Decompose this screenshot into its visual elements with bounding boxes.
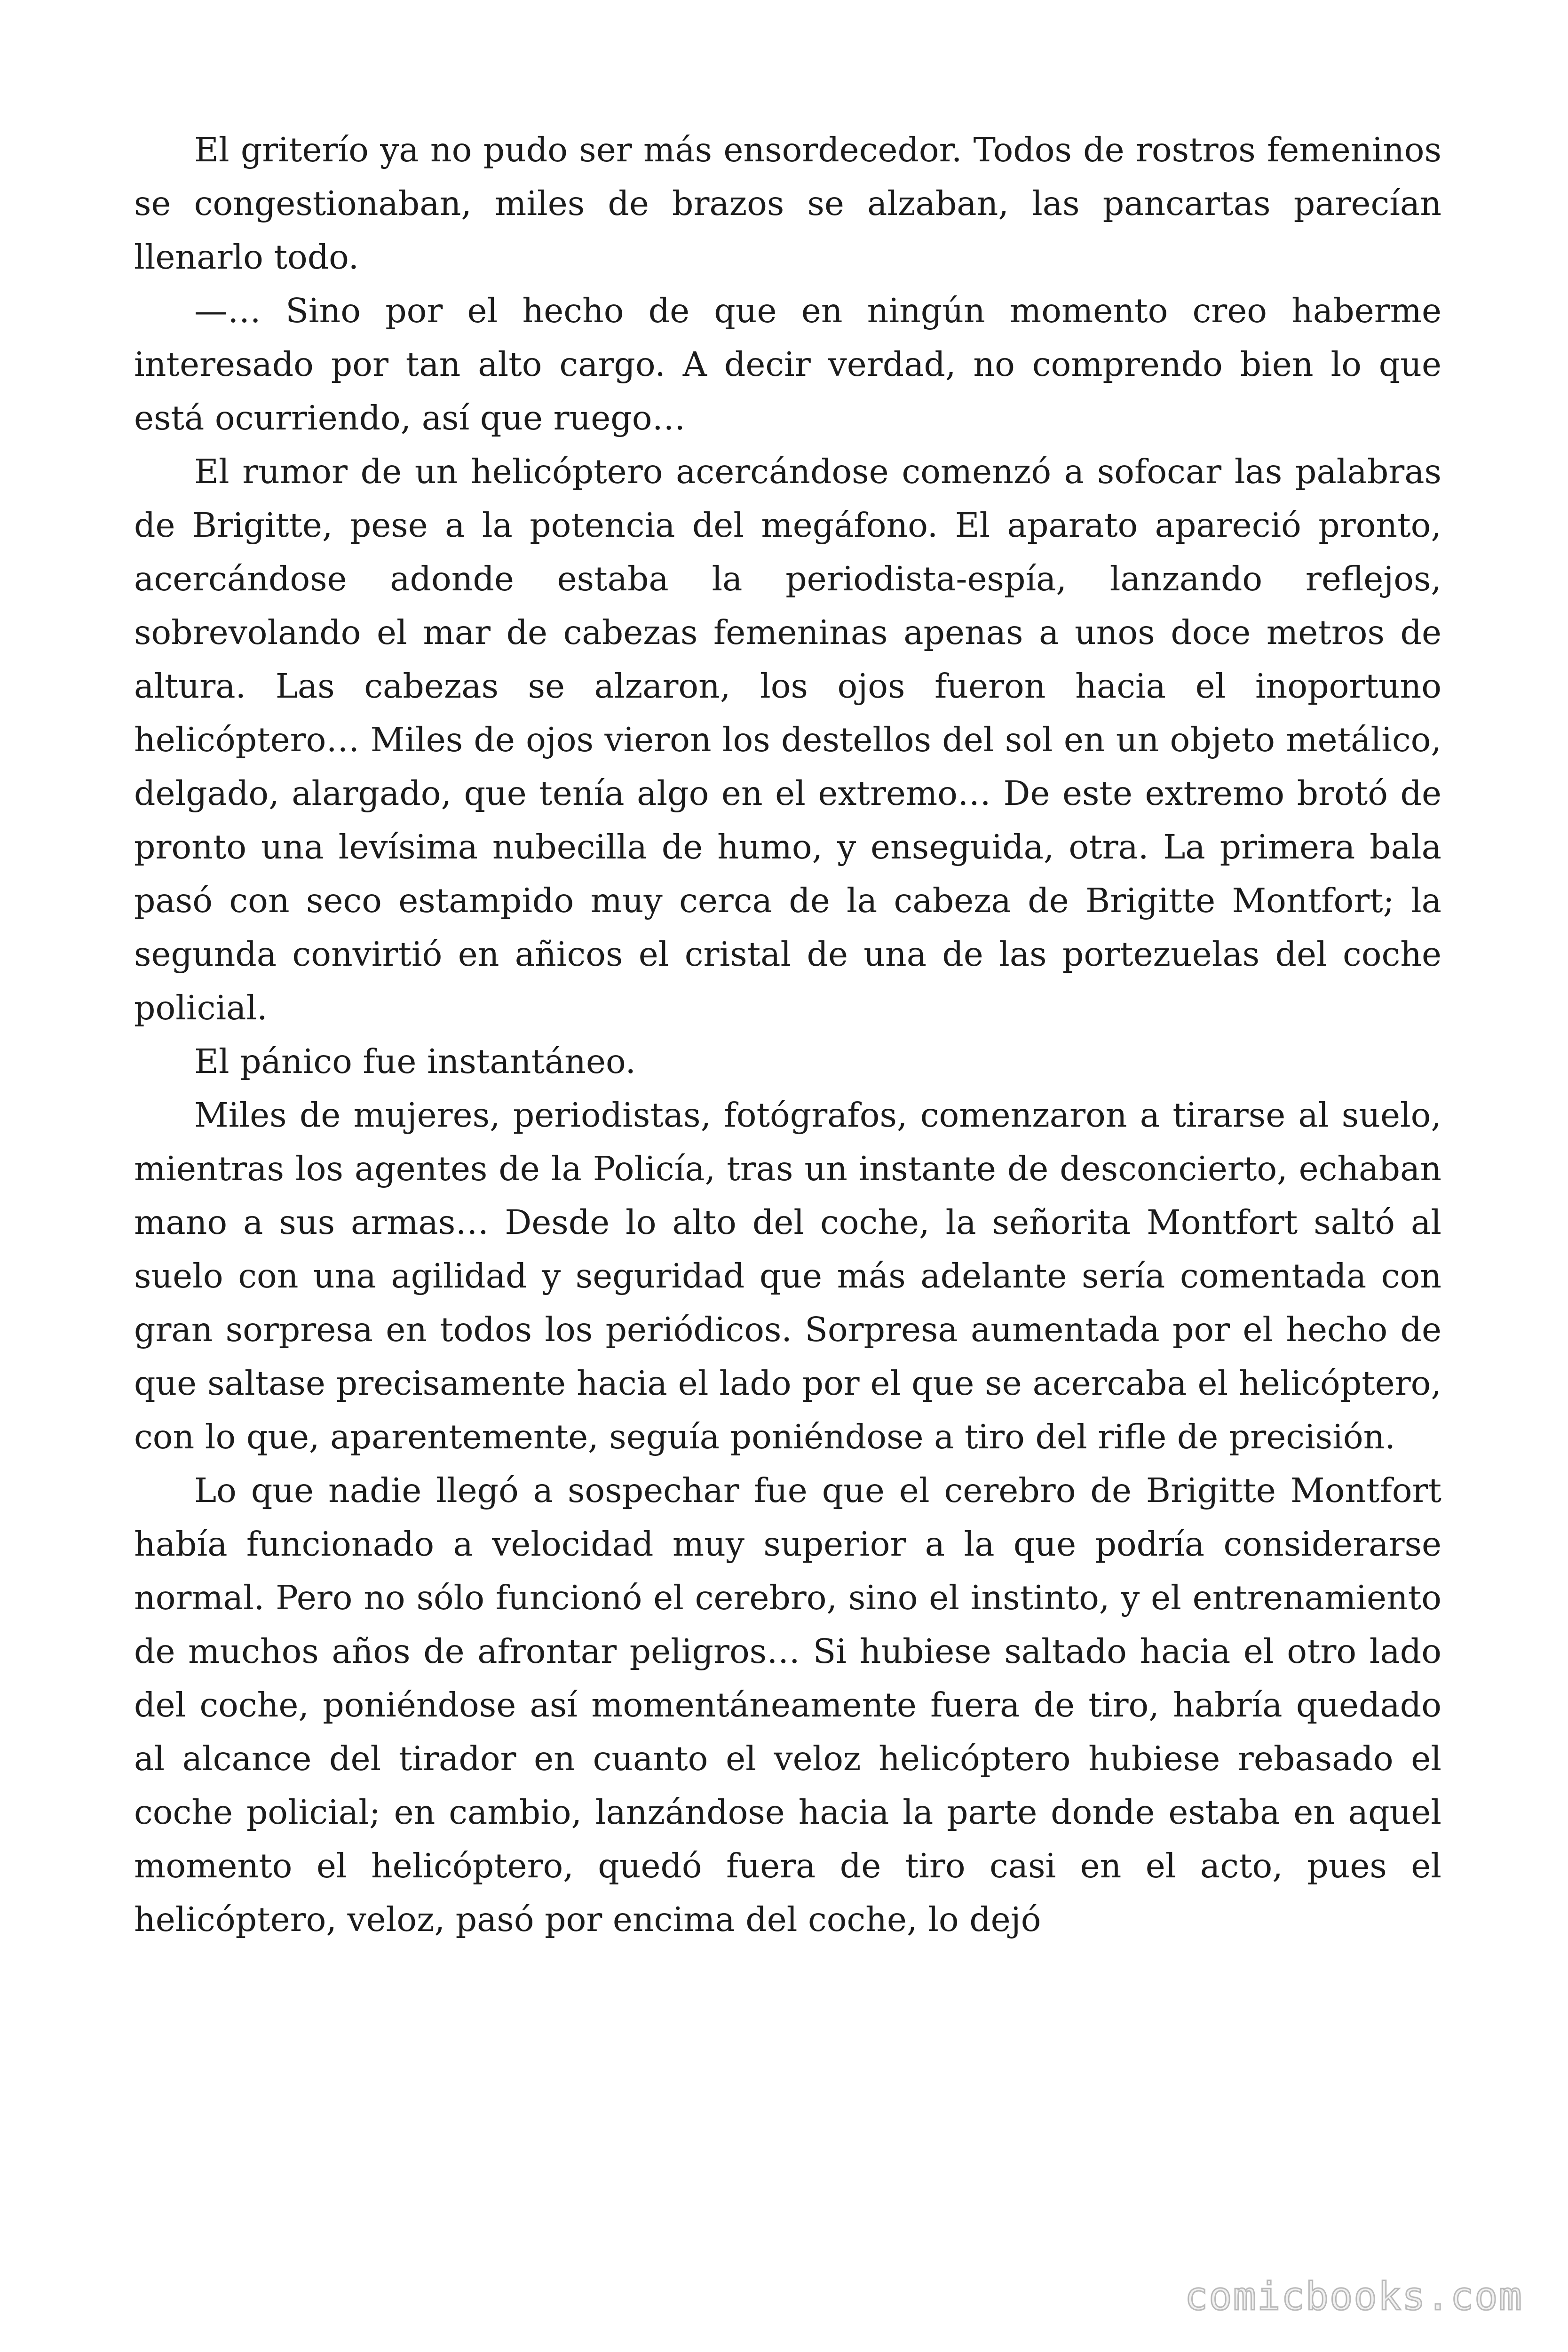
paragraph-3: El rumor de un helicóptero acercándose comenzó a sofocar las palabras de Brigitte, pese a la potencia del megáfono. El aparato apareció pronto, acercándose adonde estaba la periodista-espía, lanzando reflejos, sobrevolando el mar de cabezas femeninas apenas a unos doce metros de altura. Las cabezas se alzaron, los ojos fueron hacia el inoportuno helicóptero… Miles de ojos vieron los destellos del sol en un objeto metálico, delgado, alargado, que tenía algo en el extremo… De este extremo brotó de pronto una levísima nubecilla de humo, y enseguida, otra. La primera bala pasó con seco estampido muy cerca de la cabeza de Brigitte Montfort; la segunda convirtió en añicos el cristal de una de las portezuelas del coche policial. (134, 452, 1441, 1027)
paragraph-1: El griterío ya no pudo ser más ensordecedor. Todos de rostros femeninos se congestionaban, miles de brazos se alzaban, las pancartas parecían llenarlo todo. (134, 130, 1441, 277)
paragraph-6: Lo que nadie llegó a sospechar fue que el cerebro de Brigitte Montfort había funcionado a velocidad muy superior a la que podría considerarse normal. Pero no sólo funcionó el cerebro, sino el instinto, y el entrenamiento de muchos años de afrontar peligros… Si hubiese saltado hacia el otro lado del coche, poniéndose así momentáneamente fuera de tiro, habría quedado al alcance del tirador en cuanto el veloz helicóptero hubiese rebasado el coche policial; en cambio, lanzándose hacia la parte donde estaba en aquel momento el helicóptero, quedó fuera de tiro casi en el acto, pues el helicóptero, veloz, pasó por encima del coche, lo dejó (134, 1471, 1441, 1939)
paragraph-5: Miles de mujeres, periodistas, fotógrafos, comenzaron a tirarse al suelo, mientras los agentes de la Policía, tras un instante de desconcierto, echaban mano a sus armas… Desde lo alto del coche, la señorita Montfort saltó al suelo con una agilidad y seguridad que más adelante sería comentada con gran sorpresa en todos los periódicos. Sorpresa aumentada por el hecho de que saltase precisamente hacia el lado por el que se acercaba el helicóptero, con lo que, aparentemente, seguía poniéndose a tiro del rifle de precisión. (134, 1096, 1441, 1456)
page-body (134, 123, 1441, 1947)
paragraph-4: El pánico fue instantáneo. (194, 1042, 636, 1081)
watermark: comicbooks.com (1184, 2274, 1523, 2319)
paragraph-2: —… Sino por el hecho de que en ningún momento creo haberme interesado por tan alto cargo. A decir verdad, no comprendo bien lo que está ocurriendo, así que ruego… (134, 291, 1441, 437)
